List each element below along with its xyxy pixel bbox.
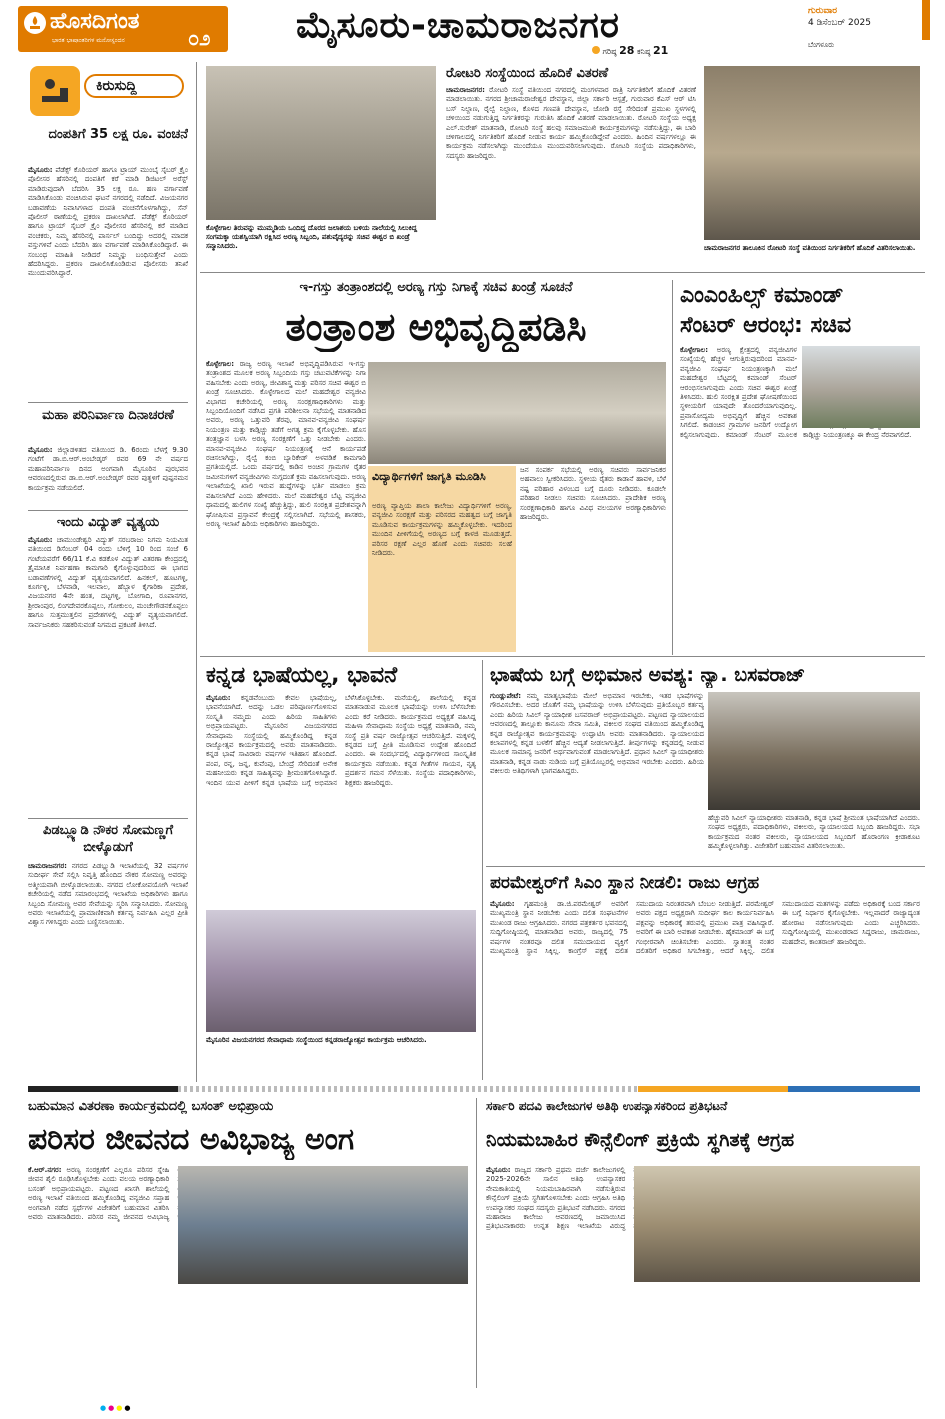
kannada-text: ಕನ್ನಡವೆಂಬುದು ಕೇವಲ ಭಾಷೆಯಲ್ಲ, ಭಾವನೆಯಾಗಿದೆ. ಅದನ್ನು ಒಡಲ ಪರಿಪೂರ್ಣಗೊಳಿಸುವ ಸಂಸ್ಕೃತಿ ನಮ್ಮದು ಎಂದು ಹಿರಿಯ ಸಾಹಿತಿಗಳು ಅಭಿಪ್ರಾಯಪಟ್ಟರು. ಮೈಸೂರಿನ ವಿಜಯನಗರದ ಸೇವಾಧಾಮ ಸಂಸ್ಥೆಯಲ್ಲಿ ಹಮ್ಮಿಕೊಂಡಿದ್ದ ಕನ್ನಡ ರಾಜ್ಯೋತ್ಸವ ಕಾರ್ಯಕ್ರಮದಲ್ಲಿ ಅವರು ಮಾತನಾಡಿದರು. ಕನ್ನಡ ಭಾಷೆ ಸಾವಿರಾರು ವರ್ಷಗಳ ಇತಿಹಾಸ ಹೊಂದಿದೆ. ಪಂಪ, ರನ್ನ, ಜನ್ನ, ಕುವೆಂಪು, ಬೇಂದ್ರೆ ಸೇರಿದಂತೆ ಅನೇಕ ಮಹನೀಯರು ಕನ್ನಡ ಸಾಹಿತ್ಯವನ್ನು ಶ್ರೀಮಂತಗೊಳಿಸಿದ್ದಾರೆ. ಇಂದಿನ ಯುವ ಪೀಳಿಗೆ ಕನ್ನಡ ಭಾಷೆಯ ಬಗ್ಗೆ ಅಭಿಮಾನ ಬೆಳೆಸಿಕೊಳ್ಳಬೇಕು. ಮನೆಯಲ್ಲಿ, ಶಾಲೆಯಲ್ಲಿ ಕನ್ನಡ ಮಾತನಾಡುವ ಮೂಲಕ ಭಾಷೆಯನ್ನು ಉಳಿಸಿ ಬೆಳೆಸಬೇಕು ಎಂದು ಕರೆ ನೀಡಿದರು. ಕಾರ್ಯಕ್ರಮದ ಅಧ್ಯಕ್ಷತೆ ವಹಿಸಿದ್ದ ಮಹಿಳಾ ಸೇವಾಧಾಮ ಸಂಸ್ಥೆಯ ಅಧ್ಯಕ್ಷೆ ಮಾತನಾಡಿ, ನಮ್ಮ ಸಂಸ್ಥೆ ಪ್ರತಿ ವರ್ಷ ರಾಜ್ಯೋತ್ಸವ ಆಚರಿಸುತ್ತಿದೆ. ಮಕ್ಕಳಲ್ಲಿ ಕನ್ನಡದ ಬಗ್ಗೆ ಪ್ರೀತಿ ಮೂಡಿಸುವ ಉದ್ದೇಶ ಹೊಂದಿದೆ ಎಂದರು. ಈ ಸಂದರ್ಭದಲ್ಲಿ ವಿದ್ಯಾರ್ಥಿಗಳಿಂದ ಸಾಂಸ್ಕೃತಿಕ ಕಾರ್ಯಕ್ರಮ ನಡೆಯಿತು. ಕನ್ನಡ ಗೀತೆಗಳ ಗಾಯನ, ನೃತ್ಯ ಪ್ರದರ್ಶನ ಗಮನ ಸೆಳೆಯಿತು. ಸಂಸ್ಥೆಯ ಪದಾಧಿಕಾರಿಗಳು, ಶಿಕ್ಷಕರು ಹಾಜರಿದ್ದರು. [206, 694, 476, 787]
divider [28, 510, 188, 511]
place-1: ಮೈಸೂರು: [28, 166, 53, 174]
counselling-headline: ನಿಯಮಬಾಹಿರ ಕೌನ್ಸೆಲಿಂಗ್ ಪ್ರಕ್ರಿಯೆ ಸ್ಥಗಿತಕ್ಕೆ ಆಗ್ರಹ [486, 1129, 795, 1151]
photo-meeting [368, 362, 666, 464]
rotary-place: ಚಾಮರಾಜನಗರ: [446, 86, 485, 94]
environment-text: ಅರಣ್ಯ ಸಂರಕ್ಷಣೆಗೆ ಎಲ್ಲರೂ ಪರಿಸರ ಸ್ನೇಹಿ ಜೀವನ ಶೈಲಿ ರೂಢಿಸಿಕೊಳ್ಳಬೇಕು ಎಂದು ವಲಯ ಅರಣ್ಯಾಧಿಕಾರಿ ಬಸಂತ್ ಅಭಿಪ್ರಾಯಪಟ್ಟರು. ಪಟ್ಟಣದ ಖಾಸಗಿ ಶಾಲೆಯಲ್ಲಿ ಅರಣ್ಯ ಇಲಾಖೆ ವತಿಯಿಂದ ಹಮ್ಮಿಕೊಂಡಿದ್ದ ವನ್ಯಜೀವಿ ಸಪ್ತಾಹ ಅಂಗವಾಗಿ ನಡೆದ ಸ್ಪರ್ಧೆಗಳ ವಿಜೇತರಿಗೆ ಬಹುಮಾನ ವಿತರಿಸಿ ಅವರು ಮಾತನಾಡಿದರು. ಪರಿಸರ ನಮ್ಮ ಜೀವನದ ಅವಿಭಾಜ್ಯ [28, 1166, 170, 1222]
language-place: ಗುಂಡ್ಲುಪೇಟೆ: [490, 692, 522, 700]
language-text: ನಮ್ಮ ಮಾತೃಭಾಷೆಯ ಮೇಲೆ ಅಭಿಮಾನ ಇರಬೇಕು, ಇತರ ಭಾಷೆಗಳನ್ನು ಗೌರವಿಸಬೇಕು. ಅದರ ಜೊತೆಗೆ ನಮ್ಮ ಭಾಷೆಯನ್ನು ಉಳಿಸಿ ಬೆಳೆಸುವುದು ಪ್ರತಿಯೊಬ್ಬರ ಕರ್ತವ್ಯ ಎಂದು ಹಿರಿಯ ಸಿವಿಲ್ ನ್ಯಾಯಾಧೀಶ ಬಸವರಾಜ್ ಅಭಿಪ್ರಾಯಪಟ್ಟರು. ಪಟ್ಟಣದ ನ್ಯಾಯಾಲಯದ ಆವರಣದಲ್ಲಿ ತಾಲ್ಲೂಕು ಕಾನೂನು ಸೇವಾ ಸಮಿತಿ, ವಕೀಲರ ಸಂಘದ ವತಿಯಿಂದ ಹಮ್ಮಿಕೊಂಡಿದ್ದ ಕನ್ನಡ ರಾಜ್ಯೋತ್ಸವ ಕಾರ್ಯಕ್ರಮವನ್ನು ಉದ್ಘಾಟಿಸಿ ಅವರು ಮಾತನಾಡಿದರು. ನ್ಯಾಯಾಲಯದ ಕಲಾಪಗಳಲ್ಲಿ ಕನ್ನಡ ಬಳಕೆಗೆ ಹೆಚ್ಚಿನ ಆದ್ಯತೆ ನೀಡಲಾಗುತ್ತಿದೆ. ತೀರ್ಪುಗಳನ್ನು ಕನ್ನಡದಲ್ಲಿ ನೀಡುವ ಮೂಲಕ ಸಾಮಾನ್ಯ ಜನರಿಗೆ ಅರ್ಥವಾಗುವಂತೆ ಮಾಡಲಾಗುತ್ತಿದೆ. ಪ್ರಧಾನ ಸಿವಿಲ್ ನ್ಯಾಯಾಧೀಶರು ಮಾತನಾಡಿ, ಕನ್ನಡ ನಾಡು ನುಡಿಯ ಬಗ್ಗೆ ಪ್ರತಿಯೊಬ್ಬರಲ್ಲಿ ಅಭಿಮಾನ ಇರಬೇಕು ಎಂದರು. ಹಿರಿಯ ವಕೀಲರು ಅತಿಥಿಗಳಾಗಿ ಭಾಗವಹಿಸಿದ್ದರು. [490, 692, 704, 776]
min-temp: 21 [653, 44, 669, 57]
divider [28, 818, 188, 819]
mmhills-headline-2: ಸೆಂಟರ್ ಆರಂಭ: ಸಚಿವ [680, 313, 852, 338]
counselling-text: ರಾಜ್ಯದ ಸರ್ಕಾರಿ ಪ್ರಥಮ ದರ್ಜೆ ಕಾಲೇಜುಗಳಲ್ಲಿ 2025-2026ನೇ ಸಾಲಿನ ಅತಿಥಿ ಉಪನ್ಯಾಸಕರ ನೇಮಕಾತಿಯಲ್ಲಿ ನಿಯಮಬಾಹಿರವಾಗಿ ನಡೆಸುತ್ತಿರುವ ಕೌನ್ಸೆಲಿಂಗ್ ಪ್ರಕ್ರಿಯೆ ಸ್ಥಗಿತಗೊಳಿಸಬೇಕು ಎಂದು ಆಗ್ರಹಿಸಿ ಅತಿಥಿ ಉಪನ್ಯಾಸಕರ ಸಂಘದ ಸದಸ್ಯರು ಪ್ರತಿಭಟನೆ ನಡೆಸಿದರು. ನಗರದ ಮಹಾರಾಜ ಕಾಲೇಜು ಆವರಣದಲ್ಲಿ ಜಮಾಯಿಸಿದ ಪ್ರತಿಭಟನಾಕಾರರು ಉನ್ನತ ಶಿಕ್ಷಣ ಇಲಾಖೆಯ ವಿರುದ್ಧ [486, 1166, 626, 1231]
hand-point-icon [30, 66, 80, 116]
divider [486, 866, 925, 867]
body-2: ಜಿಲ್ಲಾಡಳಿತದ ವತಿಯಿಂದ ಡಿ. 6ರಂದು ಬೆಳಗ್ಗೆ 9.30 ಗಂಟೆಗೆ ಡಾ.ಬಿ.ಆರ್.ಅಂಬೇಡ್ಕರ್ ರವರ 69 ನೇ ವರ್ಷದ ಮಹಾಪರಿನಿರ್ವಾಣ ದಿನದ ಅಂಗವಾಗಿ ಮೈಸೂರಿನ ಪುರಭವನ ಆವರಣದಲ್ಲಿರುವ ಡಾ.ಬಿ.ಆರ್.ಅಂಬೇಡ್ಕರ್ ರವರ ಪುತ್ಥಳಿಗೆ ಪುಷ್ಪನಮನ ಕಾರ್ಯಕ್ರಮ ನಡೆಯಲಿದೆ. [28, 446, 188, 492]
color-separator-accent-blue [788, 1086, 920, 1092]
photo-rajyotsava [206, 910, 476, 1032]
mmhills-text: ಅರಣ್ಯ ಕ್ಷೇತ್ರದಲ್ಲಿ ವನ್ಯಜೀವಿಗಳ ಸಂಖ್ಯೆಯಲ್ಲಿ ಹೆಚ್ಚಳ ಆಗುತ್ತಿರುವುದರಿಂದ ಮಾನವ-ವನ್ಯಜೀವಿ ಸಂಘರ್ಷ ನಿಯಂತ್ರಣಕ್ಕಾಗಿ ಮಲೆ ಮಹದೇಶ್ವರ ಬೆಟ್ಟದಲ್ಲಿ ಕಮಾಂಡ್ ಸೆಂಟರ್ ಆರಂಭಿಸಲಾಗುವುದು ಎಂದು ಸಚಿವ ಈಶ್ವರ ಖಂಡ್ರೆ ತಿಳಿಸಿದರು. ಹುಲಿ ಸಂರಕ್ಷಿತ ಪ್ರದೇಶ ಘೋಷಣೆಯಿಂದ ಸ್ಥಳೀಯರಿಗೆ ಯಾವುದೇ ತೊಂದರೆಯಾಗುವುದಿಲ್ಲ. ಪ್ರವಾಸೋದ್ಯಮ ಅಭಿವೃದ್ಧಿಗೆ ಹೆಚ್ಚಿನ ಅವಕಾಶ ಸಿಗಲಿದೆ. ಕಾಡಂಚಿನ ಗ್ರಾಮಗಳ ಜನರಿಗೆ ಉದ್ಯೋಗ ಕಲ್ಪಿಸಲಾಗುವುದು. ಕಮಾಂಡ್ ಸೆಂಟರ್ ಮೂಲಕ ಕಾಡ್ಗಿಚ್ಚು ನಿಯಂತ್ರಣಕ್ಕೂ ಈ ಕೇಂದ್ರ ನೆರವಾಗಲಿದೆ. [680, 346, 912, 439]
column-divider [672, 280, 673, 655]
mmhills-headline-1: ಎಂಎಂಹಿಲ್ಸ್ ಕಮಾಂಡ್ [680, 283, 844, 308]
counselling-kicker: ಸರ್ಕಾರಿ ಪದವಿ ಕಾಲೇಜುಗಳ ಅತಿಥಿ ಉಪನ್ಯಾಸಕರಿಂದ ಪ್ರತಿಭಟನೆ [486, 1099, 728, 1113]
tech-place: ಕೊಳ್ಳೇಗಾಲ: [206, 360, 235, 368]
brand-logo [18, 6, 228, 52]
photo-caption-rajyotsava: ಮೈಸೂರಿನ ವಿಜಯನಗರದ ಸೇವಾಧಾಮ ಸಂಸ್ಥೆಯಿಂದ ಕನ್ನಡರಾಜ್ಯೋತ್ಸವ ಕಾರ್ಯಕ್ರಮ ಆಚರಿಸಿದರು. [206, 1036, 427, 1044]
mmhills-place: ಕೊಳ್ಳೇಗಾಲ: [680, 346, 709, 354]
tech-body-2: ಜನ ಸಂಪರ್ಕ ಸಭೆಯಲ್ಲಿ ಅರಣ್ಯ ಸಚಿವರು ಸಾರ್ವಜನಿಕರ ಅಹವಾಲು ಸ್ವೀಕರಿಸಿದರು. ಸ್ಥಳೀಯ ರೈತರು ಕಾಡಾನೆ ಹಾವಳಿ, ಬೆಳೆ ನಷ್ಟ ಪರಿಹಾರ ವಿಳಂಬದ ಬಗ್ಗೆ ದೂರು ನೀಡಿದರು. ಕೂಡಲೇ ಪರಿಹಾರ ನೀಡಲು ಸಚಿವರು ಸೂಚಿಸಿದರು. ಪ್ರಾದೇಶಿಕ ಅರಣ್ಯ ಸಂರಕ್ಷಣಾಧಿಕಾರಿ ಹಾಗೂ ವಿವಿಧ ವಲಯಗಳ ಅರಣ್ಯಾಧಿಕಾರಿಗಳು ಹಾಜರಿದ್ದರು. [520, 466, 666, 522]
photo-court [708, 692, 920, 810]
news-body-4 [28, 862, 188, 1080]
max-label: ಗರಿಷ್ಠ [602, 47, 617, 56]
awareness-title: ವಿದ್ಯಾರ್ಥಿಗಳಿಗೆ ಜಾಗೃತಿ ಮೂಡಿಸಿ [372, 470, 486, 483]
environment-headline: ಪರಿಸರ ಜೀವನದ ಅವಿಭಾಜ್ಯ ಅಂಗ [28, 1122, 355, 1157]
language-body [490, 692, 704, 860]
column-divider [482, 660, 483, 1080]
body-4: ನಗರದ ಪಿಡಬ್ಲ್ಯುಡಿ ಇಲಾಖೆಯಲ್ಲಿ 32 ವರ್ಷಗಳ ಸುದೀರ್ಘ ಸೇವೆ ಸಲ್ಲಿಸಿ ನಿವೃತ್ತಿ ಹೊಂದಿದ ನೌಕರ ಸೋಮಣ್ಣ ಅವರನ್ನು ಅತ್ಮೀಯವಾಗಿ ಬೀಳ್ಕೊಡಲಾಯಿತು. ನಗರದ ಲೋಕೋಪಯೋಗಿ ಇಲಾಖೆ ಕಚೇರಿಯಲ್ಲಿ ನಡೆದ ಸಮಾರಂಭದಲ್ಲಿ ಇಲಾಖೆಯ ಅಧಿಕಾರಿಗಳು ಹಾಗೂ ಸಿಬ್ಬಂದಿ ಸೋಮಣ್ಣ ಅವರ ಸೇವೆಯನ್ನು ಸ್ಮರಿಸಿ ಸನ್ಮಾನಿಸಿದರು. ಸೋಮಣ್ಣ ಅವರು ಇಲಾಖೆಯಲ್ಲಿ ಪ್ರಾಮಾಣಿಕವಾಗಿ ಕರ್ತವ್ಯ ನಿರ್ವಹಿಸಿ ಎಲ್ಲರ ಪ್ರೀತಿ ವಿಶ್ವಾಸ ಗಳಿಸಿದ್ದರು ಎಂದು ಬಣ್ಣಿಸಲಾಯಿತು. [28, 862, 188, 927]
divider [200, 272, 925, 273]
tech-body [206, 360, 366, 660]
kirusuddi-header [28, 62, 188, 120]
news-body-2 [28, 446, 188, 506]
min-label: ಕನಿಷ್ಠ [636, 47, 651, 56]
photo-officials [206, 66, 436, 220]
kirusuddi-label-box [84, 74, 184, 98]
color-separator-accent-right [638, 1086, 788, 1092]
body-3: ಚಾಮುಂಡೇಶ್ವರಿ ವಿದ್ಯುತ್ ಸರಬರಾಜು ನಿಗಮ ನಿಯಮಿತ ವತಿಯಿಂದ ಡಿಸೆಂಬರ್ 04 ರಂದು ಬೆಳಿಗ್ಗೆ 10 ರಿಂದ ಸಂಜೆ 6 ಗಂಟೆಯವರೆಗೆ 66/11 ಕೆ.ವಿ ಕಡಕೊಳ ವಿದ್ಯುತ್ ವಿತರಣಾ ಕೇಂದ್ರದಲ್ಲಿ ತ್ರೈಮಾಸಿಕ ನಿರ್ವಹಣಾ ಕಾಮಗಾರಿ ಕೈಗೊಳ್ಳುವುದರಿಂದ ಈ ಭಾಗದ ಬಡಾವಣೆಗಳಲ್ಲಿ ವಿದ್ಯುತ್ ವ್ಯತ್ಯಯವಾಗಲಿದೆ. ಹಿನಕಲ್, ಹೂಟಗಳ್ಳಿ, ಕೂರ್ಗಳ್ಳಿ, ಬೆಳವಾಡಿ, ಇಲವಾಲ, ಹೆಬ್ಬಾಳ ಕೈಗಾರಿಕಾ ಪ್ರದೇಶ, ವಿಜಯನಗರ 4ನೇ ಹಂತ, ದಟ್ಟಗಳ್ಳಿ, ಬೋಗಾದಿ, ರೂಪಾನಗರ, ಶ್ರೀರಾಂಪುರ, ಲಿಂಗದೇವರಕೊಪ್ಪಲು, ಗೋಕುಲಂ, ಮಂಚೇಗೌಡನಕೊಪ್ಪಲು ಹಾಗೂ ಸುತ್ತಮುತ್ತಲಿನ ಪ್ರದೇಶಗಳಲ್ಲಿ ವಿದ್ಯುತ್ ವ್ಯತ್ಯಯವಾಗಲಿದೆ. ಸಾರ್ವಜನಿಕರು ಸಹಕರಿಸುವಂತೆ ನಿಗಮದ ಪ್ರಕಟಣೆ ತಿಳಿಸಿದೆ. [28, 536, 188, 629]
parameshwar-text: ಗೃಹಮಂತ್ರಿ ಡಾ.ಜಿ.ಪರಮೇಶ್ವರ್ ಅವರಿಗೆ ಮುಖ್ಯಮಂತ್ರಿ ಸ್ಥಾನ ನೀಡಬೇಕು ಎಂದು ದಲಿತ ಸಂಘಟನೆಗಳ ಮುಖಂಡ ರಾಜು ಆಗ್ರಹಿಸಿದರು. ನಗರದ ಪತ್ರಕರ್ತರ ಭವನದಲ್ಲಿ ಸುದ್ದಿಗೋಷ್ಠಿಯಲ್ಲಿ ಮಾತನಾಡಿದ ಅವರು, ರಾಜ್ಯದಲ್ಲಿ 75 ವರ್ಷಗಳ ನಂತರವೂ ದಲಿತ ಸಮುದಾಯದ ವ್ಯಕ್ತಿಗೆ ಮುಖ್ಯಮಂತ್ರಿ ಸ್ಥಾನ ಸಿಕ್ಕಿಲ್ಲ. ಕಾಂಗ್ರೆಸ್ ಪಕ್ಷಕ್ಕೆ ದಲಿತ ಸಮುದಾಯ ನಿರಂತರವಾಗಿ ಬೆಂಬಲ ನೀಡುತ್ತಿದೆ. ಪರಮೇಶ್ವರ್ ಅವರು ಪಕ್ಷದ ಅಧ್ಯಕ್ಷರಾಗಿ ಸುದೀರ್ಘ ಕಾಲ ಕಾರ್ಯನಿರ್ವಹಿಸಿ ಪಕ್ಷವನ್ನು ಅಧಿಕಾರಕ್ಕೆ ತರುವಲ್ಲಿ ಪ್ರಮುಖ ಪಾತ್ರ ವಹಿಸಿದ್ದಾರೆ. ಅವರಿಗೆ ಈ ಬಾರಿ ಅವಕಾಶ ನೀಡಬೇಕು. ಹೈಕಮಾಂಡ್ ಈ ಬಗ್ಗೆ ಗಂಭೀರವಾಗಿ ಚಿಂತಿಸಬೇಕು ಎಂದರು. ಸ್ವಾತಂತ್ರ್ಯ ನಂತರ ದಲಿತರಿಗೆ ಅಧಿಕಾರ ಸಿಗಬೇಕಿತ್ತು, ಆದರೆ ಸಿಕ್ಕಿಲ್ಲ. ದಲಿತ ಸಮುದಾಯದ ಮತಗಳನ್ನು ಪಡೆದು ಅಧಿಕಾರಕ್ಕೆ ಬಂದ ಸರ್ಕಾರ ಈ ಬಗ್ಗೆ ನಿರ್ಧಾರ ಕೈಗೊಳ್ಳಬೇಕು. ಇಲ್ಲವಾದರೆ ರಾಜ್ಯಾದ್ಯಂತ ಹೋರಾಟ ನಡೆಸಲಾಗುವುದು ಎಂದು ಎಚ್ಚರಿಸಿದರು. ಸುದ್ದಿಗೋಷ್ಠಿಯಲ್ಲಿ ಮುಖಂಡರಾದ ಸಿದ್ದರಾಜು, ಚಾಮರಾಜು, ಮಹದೇವ, ಕಾಂತರಾಜ್ ಹಾಜರಿದ್ದರು. [490, 900, 920, 956]
photo-building [802, 346, 920, 428]
news-heading-2: ಮಹಾ ಪರಿನಿರ್ವಾಣ ದಿನಾಚರಣೆ [42, 408, 174, 423]
news-body-1 [28, 166, 188, 398]
weekday: ಗುರುವಾರ [808, 6, 838, 16]
accent-bar [922, 0, 930, 40]
awareness-box [368, 466, 516, 652]
counselling-place: ಮೈಸೂರು: [486, 1166, 511, 1174]
photo-rotary [704, 66, 920, 240]
place-3: ಮೈಸೂರು: [28, 536, 53, 544]
parameshwar-body [490, 900, 920, 1080]
language-headline: ಭಾಷೆಯ ಬಗ್ಗೆ ಅಭಿಮಾನ ಅವಶ್ಯ: ನ್ಯಾ. ಬಸವರಾಜ್ [490, 664, 806, 686]
column-divider [196, 62, 197, 1082]
news-heading-1: ದಂಪತಿಗೆ 35 ಲಕ್ಷ ರೂ. ವಂಚನೆ [48, 127, 188, 142]
parameshwar-place: ಮೈಸೂರು: [490, 900, 515, 908]
photo-students [178, 1166, 468, 1284]
date: 4 ಡಿಸೆಂಬರ್ 2025 [808, 18, 871, 28]
environment-place: ಕೆ.ಆರ್.ನಗರ: [28, 1166, 62, 1174]
news-heading-4: ಪಿಡಬ್ಲ್ಯೂಡಿ ನೌಕರ ಸೋಮಣ್ಣಗೆ ಬೀಳ್ಕೊಡುಗೆ [42, 823, 174, 855]
kannada-body [206, 694, 476, 906]
kannada-headline: ಕನ್ನಡ ಭಾಷೆಯಲ್ಲ, ಭಾವನೆ [206, 663, 398, 688]
photo-caption-rotary: ಚಾಮರಾಜನಗರ ತಾಲೂಕಿನ ರೋಟರಿ ಸಂಸ್ಥೆ ವತಿಯಿಂದ ನಿರ್ಗತಿಕರಿಗೆ ಹೊದಿಕೆ ವಿತರಿಸಲಾಯಿತು. [704, 244, 916, 252]
edition-title: ಮೈಸೂರು-ಚಾಮರಾಜನಗರ [296, 5, 620, 46]
kirusuddi-title: ಕಿರುಸುದ್ದಿ [96, 78, 137, 94]
kannada-place: ಮೈಸೂರು: [206, 694, 231, 702]
lamp-icon [24, 12, 46, 34]
tech-headline: ತಂತ್ರಾಂಶ ಅಭಿವೃದ್ಧಿಪಡಿಸಿ [285, 305, 587, 349]
place-2: ಮೈಸೂರು: [28, 446, 53, 454]
rotary-body [446, 86, 696, 266]
photo-caption-officials: ಕೊಳ್ಳೇಗಾಲ ತಿರುವನ್ನು ಮುಮ್ಮಡಿಯ ಒಂದಿದ್ದ ದೊರದ ಜಲಾಶಯ ಬಳಿಯ ನಾಲೆಯಲ್ಲಿ ಸಿಲುಕಿದ್ದ ಸಂಗಮಕ್ಕಾ ಯಶಸ್ವಿಯಾಗಿ ರಕ್ಷಿಸಿದ ಅರಣ್ಯ ಸಿಬ್ಬಂದಿ, ಪಶುವೈದ್ಯರನ್ನು ಸಚಿವ ಈಶ್ವರ ಬಿ ಖಂಡ್ರೆ ಸನ್ಮಾನಿಸಿದರು. [206, 224, 418, 250]
environment-kicker: ಬಹುಮಾನ ವಿತರಣಾ ಕಾರ್ಯಕ್ರಮದಲ್ಲಿ ಬಸಂತ್ ಅಭಿಪ್ರಾಯ [28, 1099, 274, 1114]
body-1: ಪೆಡೆಕ್ಸ್ ಕೊರಿಯರ್ ಹಾಗೂ ಟ್ರಾಯ್ ಮುಂಬೈ ಸೈಬರ್ ಕ್ರೈಂ ಪೊಲೀಸರ ಹೆಸರಿನಲ್ಲಿ ದಂಪತಿಗೆ ಕರೆ ಮಾಡಿ ಡಿಜಿಟಲ್ ಅರೆಸ್ಟ್ ಮಾಡಿರುವುದಾಗಿ ಬೆದರಿಸಿ 35 ಲಕ್ಷ ರೂ. ಹಣ ವರ್ಗಾವಣೆ ಮಾಡಿಸಿಕೊಂಡು ವಂಚಿಸಿರುವ ಘಟನೆ ನಗರದಲ್ಲಿ ನಡೆದಿದೆ. ವಿಜಯನಗರ ಬಡಾವಣೆಯ ನಿವಾಸಿಗಳಾದ ದಂಪತಿ ವಂಚನೆಗೊಳಗಾಗಿದ್ದು, ಸೆನ್ ಪೊಲೀಸ್ ಠಾಣೆಯಲ್ಲಿ ಪ್ರಕರಣ ದಾಖಲಾಗಿದೆ. ಪೆಡೆಕ್ಸ್ ಕೊರಿಯರ್ ಹಾಗೂ ಟ್ರಾಯ್ ಸೈಬರ್ ಕ್ರೈಂ ಪೊಲೀಸರ ಹೆಸರಿನಲ್ಲಿ ಕರೆ ಮಾಡಿದ ವಂಚಕರು, ನಿಮ್ಮ ಹೆಸರಿನಲ್ಲಿ ಪಾರ್ಸಲ್ ಬಂದಿದ್ದು ಅದರಲ್ಲಿ ಮಾದಕ ವಸ್ತುಗಳಿವೆ ಎಂದು ಬೆದರಿಸಿ ಹಣ ವರ್ಗಾವಣೆ ಮಾಡಿಸಿಕೊಂಡಿದ್ದಾರೆ. ಈ ಸಂಬಂಧ ಮಾಹಿತಿ ನೀಡಿದರೆ ನಿಮ್ಮನ್ನು ಬಂಧಿಸುತ್ತೇವೆ ಎಂದು ಹೆದರಿಸಿದ್ದರು. ಪ್ರಕರಣ ದಾಖಲಿಸಿಕೊಂಡಿರುವ ಪೊಲೀಸರು ತನಿಖೆ ಮುಂದುವರಿಸಿದ್ದಾರೆ. [28, 166, 188, 278]
registration-marks: ●●●● [100, 1404, 133, 1412]
rotary-text: ರೋಟರಿ ಸಂಸ್ಥೆ ವತಿಯಿಂದ ನಗರದಲ್ಲಿ ಮಂಗಳವಾರ ರಾತ್ರಿ ನಿರ್ಗತಿಕರಿಗೆ ಹೊದಿಕೆ ವಿತರಣೆ ಮಾಡಲಾಯಿತು. ನಗರದ ಶ್ರೀಚಾಮರಾಜೇಶ್ವರ ದೇವಸ್ಥಾನ, ಜಿಲ್ಲಾ ಸರ್ಕಾರಿ ಆಸ್ಪತ್ರೆ, ಗುರುವಾರ ಕೆಎಸ್ ಆರ್ ಟಿಸಿ ಬಸ್ ನಿಲ್ದಾಣ, ರೈಲ್ವೆ ನಿಲ್ದಾಣ, ಕೊಳದ ಗಣಪತಿ ದೇವಸ್ಥಾನ, ಜೋಡಿ ರಸ್ತೆ ಸೇರಿದಂತೆ ಪ್ರಮುಖ ಸ್ಥಳಗಳಲ್ಲಿ ಚಳಿಯಿಂದ ನಡುಗುತ್ತಿದ್ದ ನಿರ್ಗತಿಕರನ್ನು ಗುರುತಿಸಿ ಹೊದಿಕೆ ವಿತರಣೆ ಮಾಡಲಾಯಿತು. ರೋಟರಿ ಸಂಸ್ಥೆಯ ಅಧ್ಯಕ್ಷ ಎಲ್.ಸುರೇಶ್ ಮಾತನಾಡಿ, ರೋಟರಿ ಸಂಸ್ಥೆ ಹಲವು ಸಮಾಜಮುಖಿ ಕಾರ್ಯಕ್ರಮಗಳನ್ನು ನಡೆಸುತ್ತಿದ್ದು, ಈ ಬಾರಿ ಚಳಿಗಾಲದಲ್ಲಿ ನಿರ್ಗತಿಕರಿಗೆ ಹೊದಿಕೆ ನೀಡುವ ಕಾರ್ಯ ಹಮ್ಮಿಕೊಂಡಿದ್ದೇವೆ ಎಂದರು. ಹಿಂದಿನ ವರ್ಷಗಳಲ್ಲೂ ಈ ಕಾರ್ಯಕ್ರಮ ನಡೆಸಲಾಗಿದ್ದು ಮುಂದೆಯೂ ಮುಂದುವರಿಸಲಾಗುವುದು. ರೋಟರಿ ಸಂಸ್ಥೆಯ ಪದಾಧಿಕಾರಿಗಳು, ಸದಸ್ಯರು ಹಾಜರಿದ್ದರು. [446, 86, 696, 160]
awareness-body: ಅರಣ್ಯ ವ್ಯಾಪ್ತಿಯ ಶಾಲಾ ಕಾಲೇಜು ವಿದ್ಯಾರ್ಥಿಗಳಿಗೆ ಅರಣ್ಯ, ವನ್ಯಜೀವಿ ಸಂರಕ್ಷಣೆ ಮತ್ತು ಪರಿಸರದ ಮಹತ್ವದ ಬಗ್ಗೆ ಜಾಗೃತಿ ಮೂಡಿಸುವ ಕಾರ್ಯಕ್ರಮಗಳನ್ನು ಹಮ್ಮಿಕೊಳ್ಳಬೇಕು. ಇದರಿಂದ ಮುಂದಿನ ಪೀಳಿಗೆಯಲ್ಲಿ ಅರಣ್ಯದ ಬಗ್ಗೆ ಕಾಳಜಿ ಮೂಡುತ್ತದೆ. ಪರಿಸರ ರಕ್ಷಣೆ ಎಲ್ಲರ ಹೊಣೆ ಎಂದು ಸಚಿವರು ಸಲಹೆ ನೀಡಿದರು. [372, 502, 512, 558]
rotary-headline: ರೋಟರಿ ಸಂಸ್ಥೆಯಿಂದ ಹೊದಿಕೆ ವಿತರಣೆ [446, 66, 609, 81]
date-block [808, 5, 918, 55]
news-heading-3: ಇಂದು ವಿದ್ಯುತ್ ವ್ಯತ್ಯಯ [56, 515, 160, 530]
city: ಬೆಂಗಳೂರು [808, 41, 835, 49]
masthead [0, 0, 945, 58]
page-number: ೦೨ [188, 26, 211, 50]
divider [28, 402, 188, 403]
logo-tagline: ಭಾರತ ಭಾಷಾಂತರಿಗಳ ಮನೋಸ್ಪಂದನ [52, 37, 125, 44]
divider [200, 656, 925, 657]
weather [592, 44, 712, 58]
column-divider [476, 1098, 477, 1388]
place-4: ಚಾಮರಾಜನಗರ: [28, 862, 67, 870]
language-body-right: ಹೆಚ್ಚುವರಿ ಸಿವಿಲ್ ನ್ಯಾಯಾಧೀಶರು ಮಾತನಾಡಿ, ಕನ್ನಡ ಭಾಷೆ ಶ್ರೀಮಂತ ಭಾಷೆಯಾಗಿದೆ ಎಂದರು. ಸಂಘದ ಅಧ್ಯಕ್ಷರು, ಪದಾಧಿಕಾರಿಗಳು, ವಕೀಲರು, ನ್ಯಾಯಾಲಯದ ಸಿಬ್ಬಂದಿ ಹಾಜರಿದ್ದರು. ಸಭಾ ಕಾರ್ಯಕ್ರಮದ ನಂತರ ವಕೀಲರು, ನ್ಯಾಯಾಲಯದ ಸಿಬ್ಬಂದಿಗೆ ಹೊರಾಂಗಣ ಕ್ರೀಡಾಕೂಟ ಹಮ್ಮಿಕೊಳ್ಳಲಾಗಿತ್ತು. ವಿಜೇತರಿಗೆ ಬಹುಮಾನ ವಿತರಿಸಲಾಯಿತು. [708, 814, 920, 851]
sun-icon [592, 46, 600, 54]
photo-protest [634, 1166, 920, 1282]
tech-text: ರಾಜ್ಯ ಅರಣ್ಯ ಇಲಾಖೆ ಅಭಿವೃದ್ಧಿಪಡಿಸಿರುವ ಇ-ಗಸ್ತು ತಂತ್ರಾಂಶದ ಮೂಲಕ ಅರಣ್ಯ ಸಿಬ್ಬಂದಿಯ ಗಸ್ತು ಚಟುವಟಿಕೆಗಳನ್ನು ನಿಗಾ ವಹಿಸಬೇಕು ಎಂದು ಅರಣ್ಯ, ಜೀವಿಶಾಸ್ತ್ರ ಮತ್ತು ಪರಿಸರ ಸಚಿವ ಈಶ್ವರ ಬಿ ಖಂಡ್ರೆ ಸೂಚಿಸಿದರು. ಕೊಳ್ಳೇಗಾಲದ ಮಲೆ ಮಹದೇಶ್ವರ ವನ್ಯಜೀವಿ ವಿಭಾಗದ ಕಚೇರಿಯಲ್ಲಿ ಅರಣ್ಯ ಸಂರಕ್ಷಣಾಧಿಕಾರಿಗಳು ಮತ್ತು ಸಿಬ್ಬಂದಿಯೊಂದಿಗೆ ನಡೆಸಿದ ಪ್ರಗತಿ ಪರಿಶೀಲನಾ ಸಭೆಯಲ್ಲಿ ಮಾತನಾಡಿದ ಅವರು, ಅರಣ್ಯ ಒತ್ತುವರಿ ತೆರವು, ಮಾನವ-ವನ್ಯಜೀವಿ ಸಂಘರ್ಷ ನಿಯಂತ್ರಣ ಮತ್ತು ಕಾಡ್ಗಿಚ್ಚು ತಡೆಗೆ ಅಗತ್ಯ ಕ್ರಮ ಕೈಗೊಳ್ಳಬೇಕು. ಹೊಸ ತಂತ್ರಜ್ಞಾನ ಬಳಸಿ ಅರಣ್ಯ ಸಂರಕ್ಷಣೆಗೆ ಒತ್ತು ನೀಡಬೇಕು ಎಂದರು. ಮಾನವ-ವನ್ಯಜೀವಿ ಸಂಘರ್ಷ ನಿಯಂತ್ರಣಕ್ಕೆ ಆನೆ ಕಾರ್ಯಪಡೆ ರಚಿಸಲಾಗಿದ್ದು, ರೈಲ್ವೆ ಕಂಬಿ ಬ್ಯಾರಿಕೇಡ್ ಅಳವಡಿಕೆ ಕಾಮಗಾರಿ ಪ್ರಗತಿಯಲ್ಲಿದೆ. ಒಂದು ವರ್ಷದಲ್ಲಿ ಕಾಡಿನ ಅಂಚಿನ ಗ್ರಾಮಗಳ ರೈತರ ಜಮೀನುಗಳಿಗೆ ವನ್ಯಜೀವಿಗಳು ನುಗ್ಗದಂತೆ ಕ್ರಮ ವಹಿಸಲಾಗುವುದು. ಅರಣ್ಯ ಇಲಾಖೆಯಲ್ಲಿ ಖಾಲಿ ಇರುವ ಹುದ್ದೆಗಳನ್ನು ಭರ್ತಿ ಮಾಡಲು ಕ್ರಮ ವಹಿಸಲಾಗಿದೆ ಎಂದು ಹೇಳಿದರು. ಮಲೆ ಮಹದೇಶ್ವರ ಬೆಟ್ಟ ವನ್ಯಜೀವಿ ಧಾಮದಲ್ಲಿ ಹುಲಿಗಳ ಸಂಖ್ಯೆ ಹೆಚ್ಚುತ್ತಿದ್ದು, ಹುಲಿ ಸಂರಕ್ಷಿತ ಪ್ರದೇಶವನ್ನಾಗಿ ಘೋಷಿಸುವ ಪ್ರಸ್ತಾವನೆ ಕೇಂದ್ರಕ್ಕೆ ಸಲ್ಲಿಸಲಾಗಿದೆ. ಸಭೆಯಲ್ಲಿ ಶಾಸಕರು, ಅರಣ್ಯ ಇಲಾಖೆ ಹಿರಿಯ ಅಧಿಕಾರಿಗಳು ಹಾಜರಿದ್ದರು. [206, 360, 366, 528]
tech-kicker: ಇ-ಗಸ್ತು ತಂತ್ರಾಂಶದಲ್ಲಿ ಅರಣ್ಯ ಗಸ್ತು ನಿಗಾಕ್ಕೆ ಸಚಿವ ಖಂಡ್ರೆ ಸೂಚನೆ [299, 280, 573, 295]
news-body-3 [28, 536, 188, 814]
parameshwar-headline: ಪರಮೇಶ್ವರ್‌ಗೆ ಸಿಎಂ ಸ್ಥಾನ ನೀಡಲಿ: ರಾಜು ಆಗ್ರಹ [490, 873, 760, 893]
color-separator-accent-left [28, 1086, 178, 1092]
max-temp: 28 [619, 44, 635, 57]
logo-text: ಹೊಸದಿಗಂತ [50, 9, 140, 34]
